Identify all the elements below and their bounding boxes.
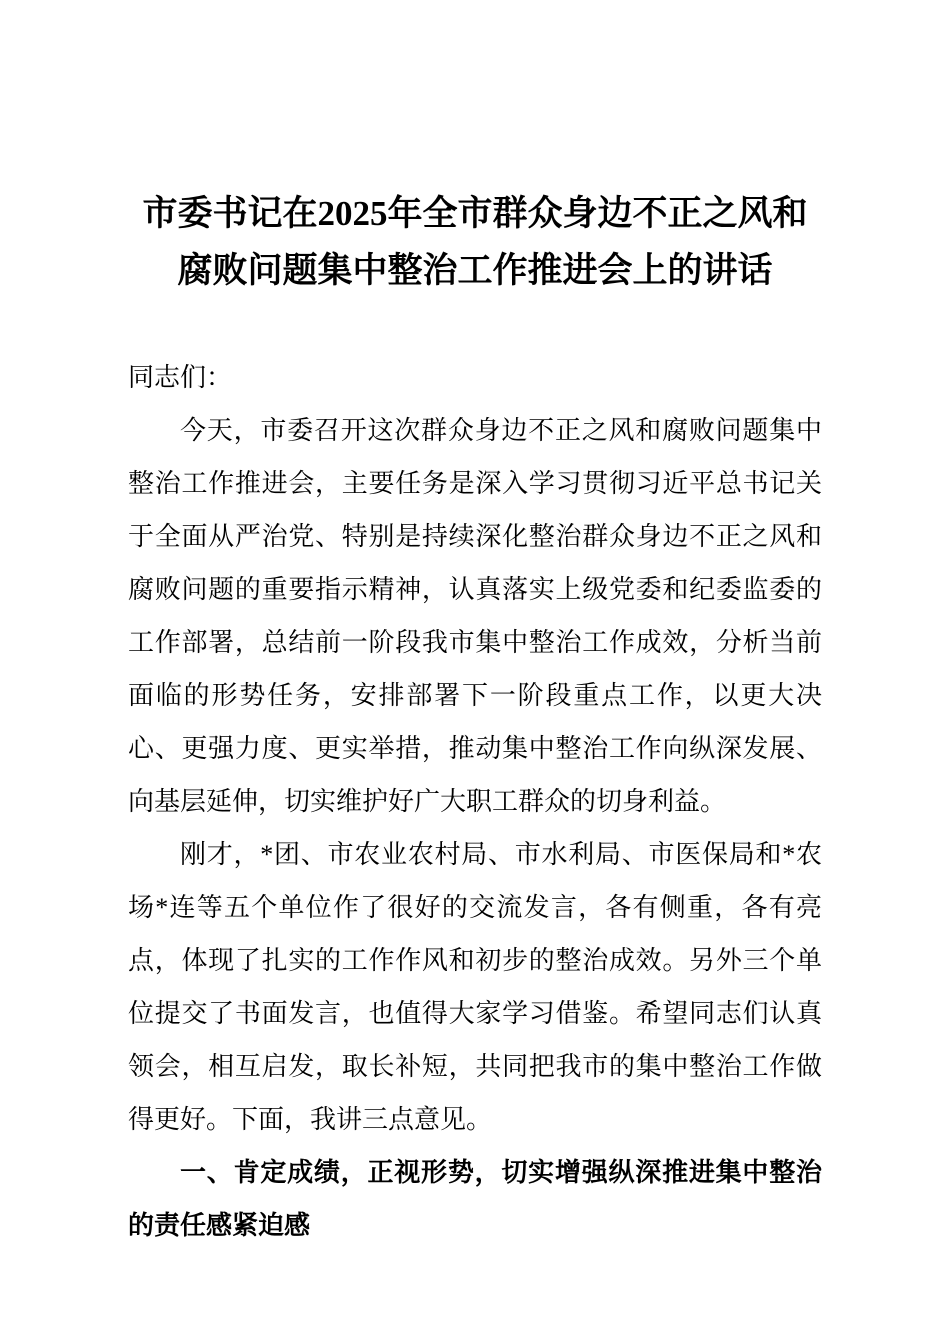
paragraph-2: 刚才，*团、市农业农村局、市水利局、市医保局和*农场*连等五个单位作了很好的交流发言，各有侧重，各有亮点，体现了扎实的工作作风和初步的整治成效。另外三个单位提交了书面发言，也值得大家学习借鉴。希望同志们认真领会，相互启发，取长补短，共同把我市的集中整治工作做得更好。下面，我讲三点意见。 xyxy=(128,840,822,1134)
document-title xyxy=(128,185,822,299)
salutation: 同志们： xyxy=(128,363,233,392)
title-line-2: 腐败问题集中整治工作推进会上的讲话 xyxy=(177,251,773,290)
title-line-1: 市委书记在2025年全市群众身边不正之风和 xyxy=(142,194,808,233)
paragraph-1: 今天，市委召开这次群众身边不正之风和腐败问题集中整治工作推进会，主要任务是深入学习贯彻习近平总书记关于全面从严治党、特别是持续深化整治群众身边不正之风和腐败问题的重要指示精神，认真落实上级党委和纪委监委的工作部署，总结前一阶段我市集中整治工作成效，分析当前面临的形势任务，安排部署下一阶段重点工作，以更大决心、更强力度、更实举措，推动集中整治工作向纵深发展、向基层延伸，切实维护好广大职工群众的切身利益。 xyxy=(128,416,822,816)
section-heading-1: 一、肯定成绩，正视形势，切实增强纵深推进集中整治的责任感紧迫感 xyxy=(128,1157,822,1240)
